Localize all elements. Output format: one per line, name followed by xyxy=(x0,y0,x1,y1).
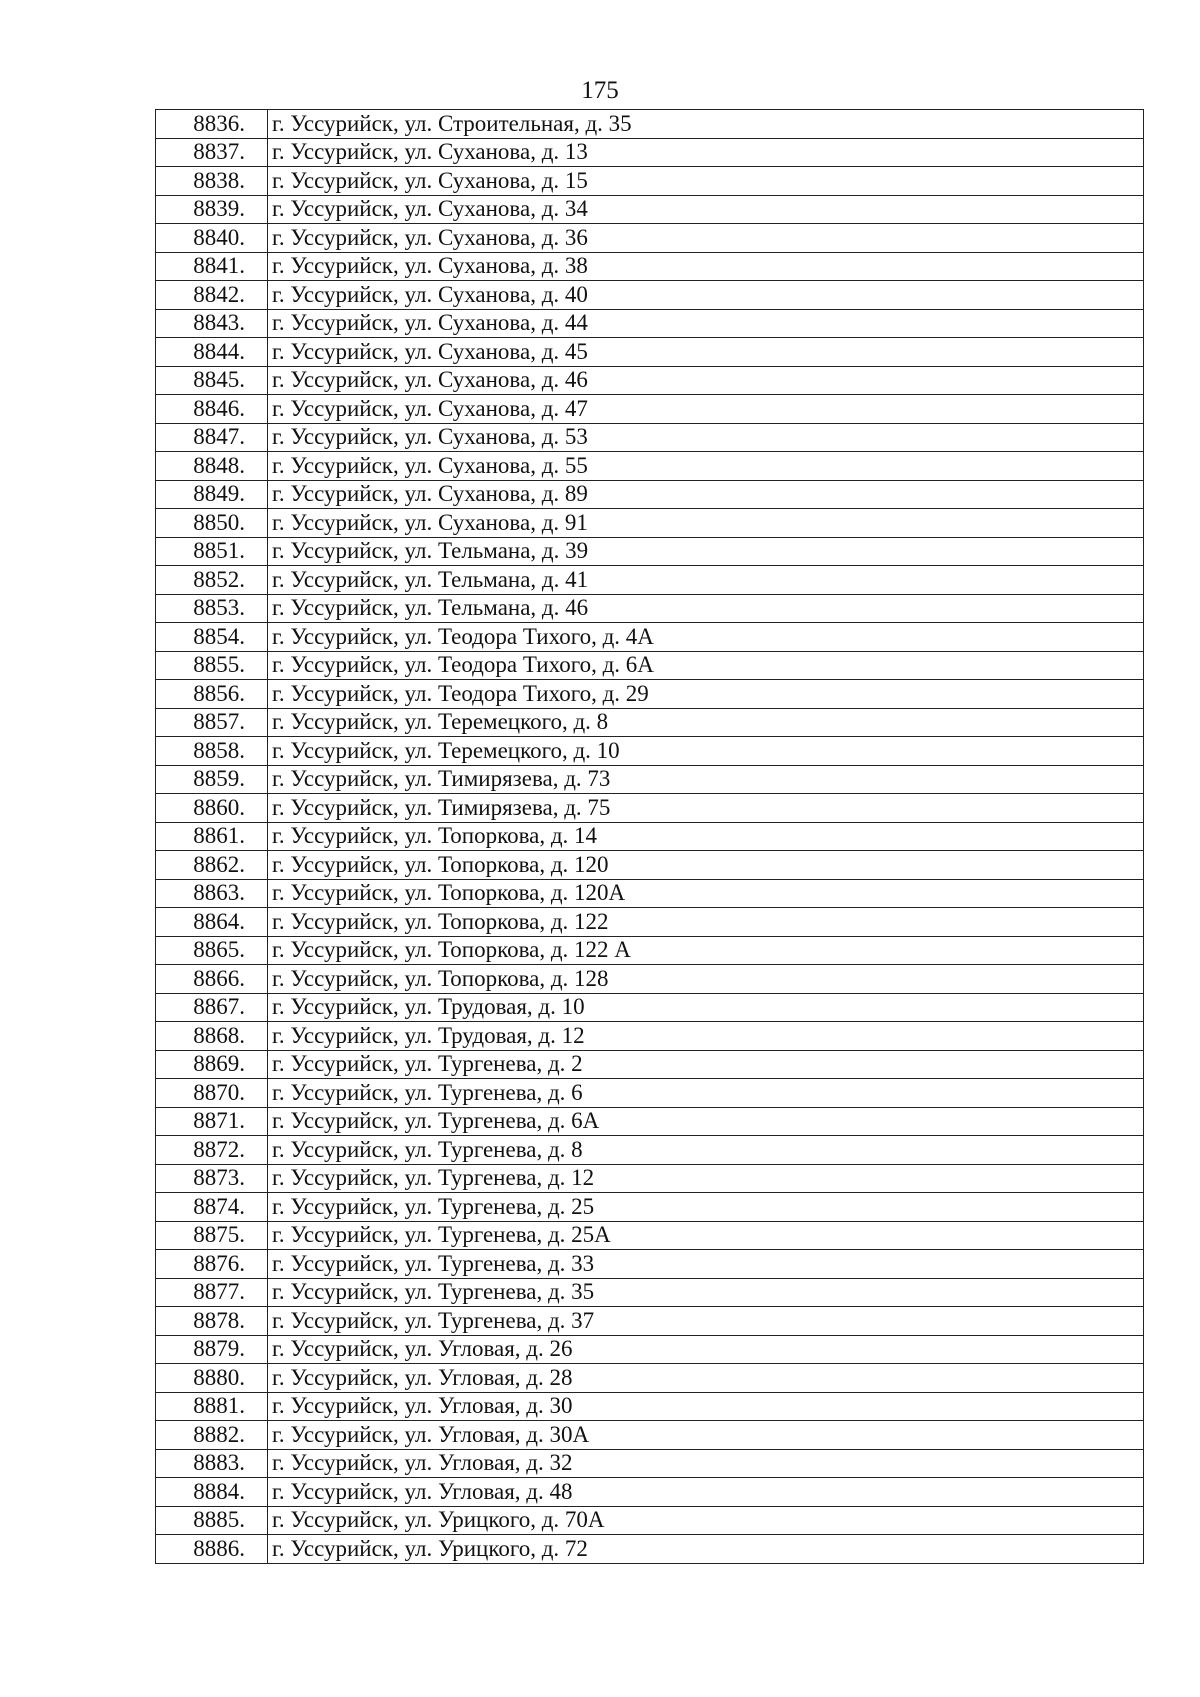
row-number-cell: 8836. xyxy=(156,110,268,139)
table-row xyxy=(156,1335,1144,1364)
row-number-cell: 8842. xyxy=(156,281,268,310)
table-row xyxy=(156,1449,1144,1478)
row-number-cell: 8849. xyxy=(156,480,268,509)
address-cell: г. Уссурийск, ул. Угловая, д. 48 xyxy=(268,1478,1144,1507)
address-cell: г. Уссурийск, ул. Тургенева, д. 35 xyxy=(268,1278,1144,1307)
address-cell: г. Уссурийск, ул. Тельмана, д. 46 xyxy=(268,594,1144,623)
table-row xyxy=(156,338,1144,367)
table-row xyxy=(156,908,1144,937)
page-number: 175 xyxy=(581,77,619,104)
table-row xyxy=(156,252,1144,281)
table-row xyxy=(156,993,1144,1022)
address-cell: г. Уссурийск, ул. Суханова, д. 55 xyxy=(268,452,1144,481)
table-row xyxy=(156,167,1144,196)
row-number-cell: 8880. xyxy=(156,1364,268,1393)
table-row xyxy=(156,1421,1144,1450)
address-cell: г. Уссурийск, ул. Суханова, д. 15 xyxy=(268,167,1144,196)
row-number-cell: 8840. xyxy=(156,224,268,253)
address-cell: г. Уссурийск, ул. Тургенева, д. 2 xyxy=(268,1050,1144,1079)
address-cell: г. Уссурийск, ул. Тургенева, д. 33 xyxy=(268,1250,1144,1279)
table-row xyxy=(156,851,1144,880)
address-cell: г. Уссурийск, ул. Суханова, д. 89 xyxy=(268,480,1144,509)
row-number-cell: 8864. xyxy=(156,908,268,937)
address-cell: г. Уссурийск, ул. Тимирязева, д. 73 xyxy=(268,765,1144,794)
row-number-cell: 8872. xyxy=(156,1136,268,1165)
table-row xyxy=(156,138,1144,167)
address-cell: г. Уссурийск, ул. Тургенева, д. 12 xyxy=(268,1164,1144,1193)
address-cell: г. Уссурийск, ул. Тургенева, д. 37 xyxy=(268,1307,1144,1336)
row-number-cell: 8855. xyxy=(156,651,268,680)
address-cell: г. Уссурийск, ул. Суханова, д. 38 xyxy=(268,252,1144,281)
row-number-cell: 8862. xyxy=(156,851,268,880)
row-number-cell: 8858. xyxy=(156,737,268,766)
address-cell: г. Уссурийск, ул. Топоркова, д. 122 xyxy=(268,908,1144,937)
table-row xyxy=(156,708,1144,737)
address-cell: г. Уссурийск, ул. Угловая, д. 30А xyxy=(268,1421,1144,1450)
row-number-cell: 8860. xyxy=(156,794,268,823)
address-cell: г. Уссурийск, ул. Топоркова, д. 14 xyxy=(268,822,1144,851)
row-number-cell: 8861. xyxy=(156,822,268,851)
row-number-cell: 8863. xyxy=(156,879,268,908)
row-number-cell: 8874. xyxy=(156,1193,268,1222)
row-number-cell: 8848. xyxy=(156,452,268,481)
row-number-cell: 8867. xyxy=(156,993,268,1022)
address-cell: г. Уссурийск, ул. Тургенева, д. 8 xyxy=(268,1136,1144,1165)
address-cell: г. Уссурийск, ул. Суханова, д. 46 xyxy=(268,366,1144,395)
table-row xyxy=(156,1307,1144,1336)
table-row xyxy=(156,195,1144,224)
table-row xyxy=(156,1107,1144,1136)
table-row xyxy=(156,1506,1144,1535)
address-cell: г. Уссурийск, ул. Суханова, д. 91 xyxy=(268,509,1144,538)
table-row xyxy=(156,594,1144,623)
row-number-cell: 8846. xyxy=(156,395,268,424)
row-number-cell: 8873. xyxy=(156,1164,268,1193)
row-number-cell: 8868. xyxy=(156,1022,268,1051)
row-number-cell: 8845. xyxy=(156,366,268,395)
table-row xyxy=(156,224,1144,253)
row-number-cell: 8869. xyxy=(156,1050,268,1079)
address-cell: г. Уссурийск, ул. Тимирязева, д. 75 xyxy=(268,794,1144,823)
address-cell: г. Уссурийск, ул. Теремецкого, д. 8 xyxy=(268,708,1144,737)
row-number-cell: 8875. xyxy=(156,1221,268,1250)
address-cell: г. Уссурийск, ул. Угловая, д. 30 xyxy=(268,1392,1144,1421)
table-row xyxy=(156,879,1144,908)
row-number-cell: 8852. xyxy=(156,566,268,595)
address-cell: г. Уссурийск, ул. Суханова, д. 13 xyxy=(268,138,1144,167)
table-row xyxy=(156,1221,1144,1250)
table-row xyxy=(156,1050,1144,1079)
table-row xyxy=(156,452,1144,481)
row-number-cell: 8851. xyxy=(156,537,268,566)
address-cell: г. Уссурийск, ул. Суханова, д. 45 xyxy=(268,338,1144,367)
table-row xyxy=(156,309,1144,338)
row-number-cell: 8839. xyxy=(156,195,268,224)
row-number-cell: 8841. xyxy=(156,252,268,281)
table-row xyxy=(156,537,1144,566)
table-row xyxy=(156,480,1144,509)
table-row xyxy=(156,395,1144,424)
table-row xyxy=(156,965,1144,994)
row-number-cell: 8870. xyxy=(156,1079,268,1108)
address-cell: г. Уссурийск, ул. Трудовая, д. 10 xyxy=(268,993,1144,1022)
address-cell: г. Уссурийск, ул. Топоркова, д. 120А xyxy=(268,879,1144,908)
address-table-body xyxy=(156,110,1144,1564)
table-row xyxy=(156,366,1144,395)
row-number-cell: 8838. xyxy=(156,167,268,196)
table-row xyxy=(156,1478,1144,1507)
address-cell: г. Уссурийск, ул. Тургенева, д. 25 xyxy=(268,1193,1144,1222)
address-table xyxy=(155,109,1144,1564)
row-number-cell: 8886. xyxy=(156,1535,268,1564)
row-number-cell: 8850. xyxy=(156,509,268,538)
table-row xyxy=(156,1250,1144,1279)
table-row xyxy=(156,1022,1144,1051)
table-row xyxy=(156,1136,1144,1165)
row-number-cell: 8865. xyxy=(156,936,268,965)
address-cell: г. Уссурийск, ул. Угловая, д. 26 xyxy=(268,1335,1144,1364)
address-cell: г. Уссурийск, ул. Топоркова, д. 128 xyxy=(268,965,1144,994)
table-row xyxy=(156,737,1144,766)
table-row xyxy=(156,1392,1144,1421)
row-number-cell: 8871. xyxy=(156,1107,268,1136)
address-cell: г. Уссурийск, ул. Топоркова, д. 120 xyxy=(268,851,1144,880)
address-cell: г. Уссурийск, ул. Топоркова, д. 122 А xyxy=(268,936,1144,965)
table-row xyxy=(156,623,1144,652)
row-number-cell: 8854. xyxy=(156,623,268,652)
table-row xyxy=(156,1278,1144,1307)
table-row xyxy=(156,936,1144,965)
table-row xyxy=(156,281,1144,310)
table-row xyxy=(156,794,1144,823)
table-row xyxy=(156,651,1144,680)
table-row xyxy=(156,1193,1144,1222)
table-row xyxy=(156,765,1144,794)
address-cell: г. Уссурийск, ул. Тургенева, д. 25А xyxy=(268,1221,1144,1250)
row-number-cell: 8882. xyxy=(156,1421,268,1450)
row-number-cell: 8884. xyxy=(156,1478,268,1507)
address-cell: г. Уссурийск, ул. Урицкого, д. 72 xyxy=(268,1535,1144,1564)
address-cell: г. Уссурийск, ул. Тельмана, д. 41 xyxy=(268,566,1144,595)
table-row xyxy=(156,1535,1144,1564)
address-cell: г. Уссурийск, ул. Угловая, д. 32 xyxy=(268,1449,1144,1478)
address-cell: г. Уссурийск, ул. Теодора Тихого, д. 6А xyxy=(268,651,1144,680)
row-number-cell: 8877. xyxy=(156,1278,268,1307)
row-number-cell: 8881. xyxy=(156,1392,268,1421)
row-number-cell: 8879. xyxy=(156,1335,268,1364)
address-cell: г. Уссурийск, ул. Урицкого, д. 70А xyxy=(268,1506,1144,1535)
address-cell: г. Уссурийск, ул. Теодора Тихого, д. 29 xyxy=(268,680,1144,709)
address-cell: г. Уссурийск, ул. Суханова, д. 36 xyxy=(268,224,1144,253)
address-cell: г. Уссурийск, ул. Строительная, д. 35 xyxy=(268,110,1144,139)
table-row xyxy=(156,423,1144,452)
row-number-cell: 8885. xyxy=(156,1506,268,1535)
address-cell: г. Уссурийск, ул. Суханова, д. 44 xyxy=(268,309,1144,338)
table-row xyxy=(156,1364,1144,1393)
row-number-cell: 8876. xyxy=(156,1250,268,1279)
row-number-cell: 8857. xyxy=(156,708,268,737)
address-cell: г. Уссурийск, ул. Тургенева, д. 6 xyxy=(268,1079,1144,1108)
table-row xyxy=(156,509,1144,538)
table-row xyxy=(156,822,1144,851)
row-number-cell: 8856. xyxy=(156,680,268,709)
row-number-cell: 8853. xyxy=(156,594,268,623)
address-cell: г. Уссурийск, ул. Тургенева, д. 6А xyxy=(268,1107,1144,1136)
row-number-cell: 8883. xyxy=(156,1449,268,1478)
row-number-cell: 8844. xyxy=(156,338,268,367)
table-row xyxy=(156,566,1144,595)
table-row xyxy=(156,680,1144,709)
row-number-cell: 8843. xyxy=(156,309,268,338)
address-cell: г. Уссурийск, ул. Суханова, д. 34 xyxy=(268,195,1144,224)
address-cell: г. Уссурийск, ул. Теодора Тихого, д. 4А xyxy=(268,623,1144,652)
address-cell: г. Уссурийск, ул. Тельмана, д. 39 xyxy=(268,537,1144,566)
address-cell: г. Уссурийск, ул. Теремецкого, д. 10 xyxy=(268,737,1144,766)
address-cell: г. Уссурийск, ул. Угловая, д. 28 xyxy=(268,1364,1144,1393)
address-cell: г. Уссурийск, ул. Суханова, д. 40 xyxy=(268,281,1144,310)
address-cell: г. Уссурийск, ул. Трудовая, д. 12 xyxy=(268,1022,1144,1051)
row-number-cell: 8866. xyxy=(156,965,268,994)
address-cell: г. Уссурийск, ул. Суханова, д. 47 xyxy=(268,395,1144,424)
row-number-cell: 8878. xyxy=(156,1307,268,1336)
row-number-cell: 8859. xyxy=(156,765,268,794)
table-row xyxy=(156,110,1144,139)
table-row xyxy=(156,1079,1144,1108)
table-row xyxy=(156,1164,1144,1193)
address-cell: г. Уссурийск, ул. Суханова, д. 53 xyxy=(268,423,1144,452)
row-number-cell: 8837. xyxy=(156,138,268,167)
row-number-cell: 8847. xyxy=(156,423,268,452)
